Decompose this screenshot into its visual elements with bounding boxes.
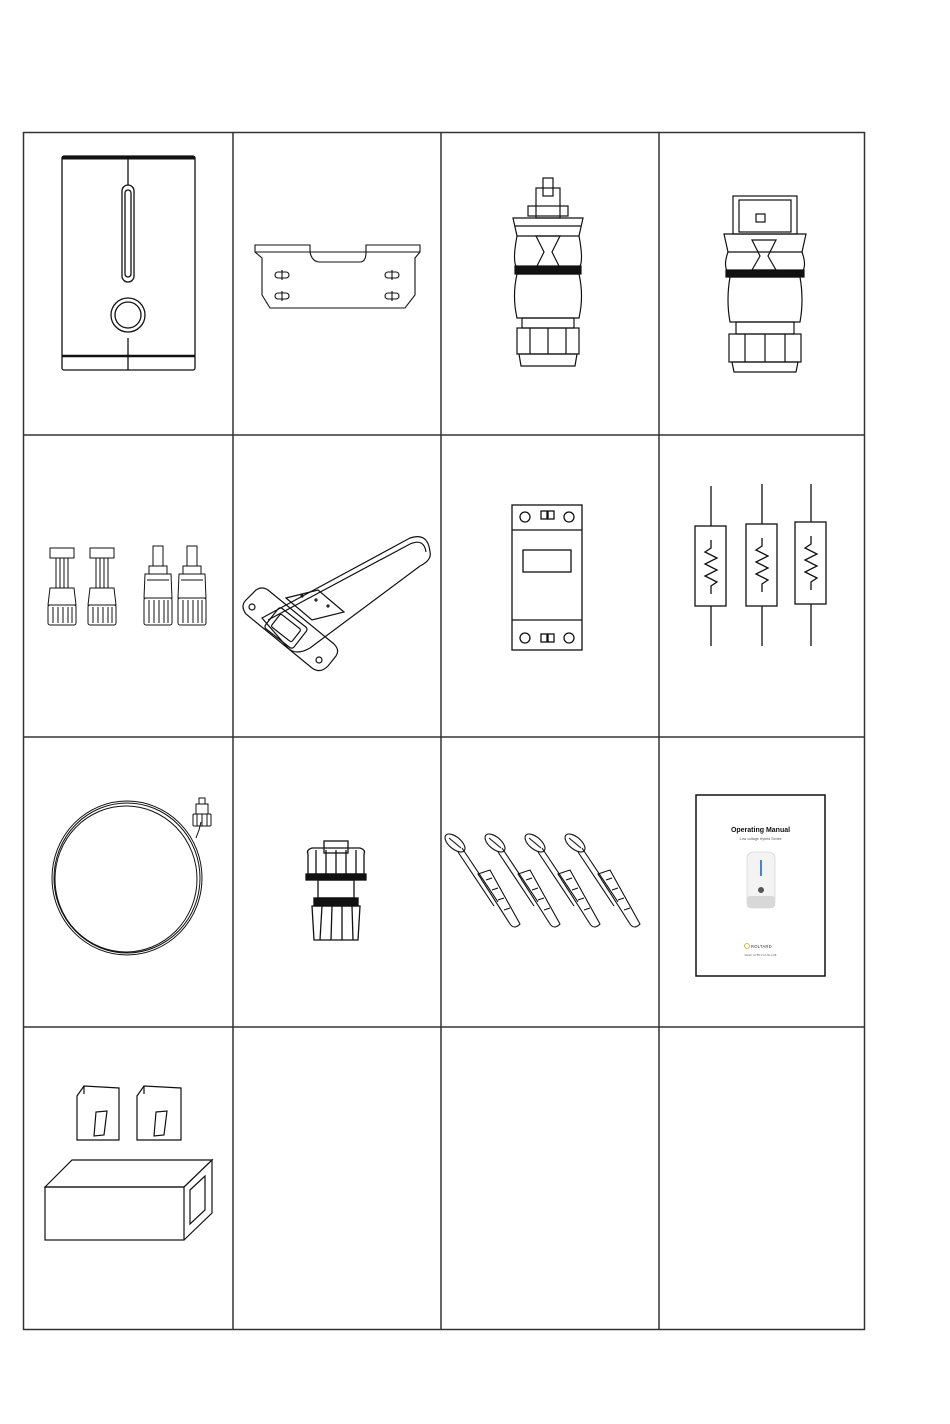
operating-manual-icon — [696, 795, 825, 976]
resistors-icon — [695, 484, 826, 646]
terminal-caps-icon — [45, 1086, 212, 1240]
wifi-dongle-icon — [243, 537, 430, 671]
manual-brand: ROLTARD — [751, 944, 772, 949]
pv-connectors-icon — [48, 546, 206, 625]
wall-bracket-icon — [255, 245, 420, 308]
energy-meter-icon — [512, 505, 582, 650]
inverter-unit-icon — [62, 156, 195, 370]
ac-connector-male-icon — [724, 196, 806, 372]
manual-subtitle: Low voltage Hybrid Series — [739, 837, 782, 841]
grid-lines — [23, 132, 865, 1330]
expansion-screws-icon — [442, 831, 640, 927]
manual-title: Operating Manual — [730, 827, 791, 834]
manual-model: Model: HYB5-V-LF-5K-LOB — [744, 954, 777, 957]
bms-connector-icon — [306, 841, 366, 940]
sensor-cable-icon — [52, 798, 211, 955]
ac-connector-female-icon — [513, 178, 583, 366]
manual-cover-inverter-icon — [747, 852, 775, 908]
